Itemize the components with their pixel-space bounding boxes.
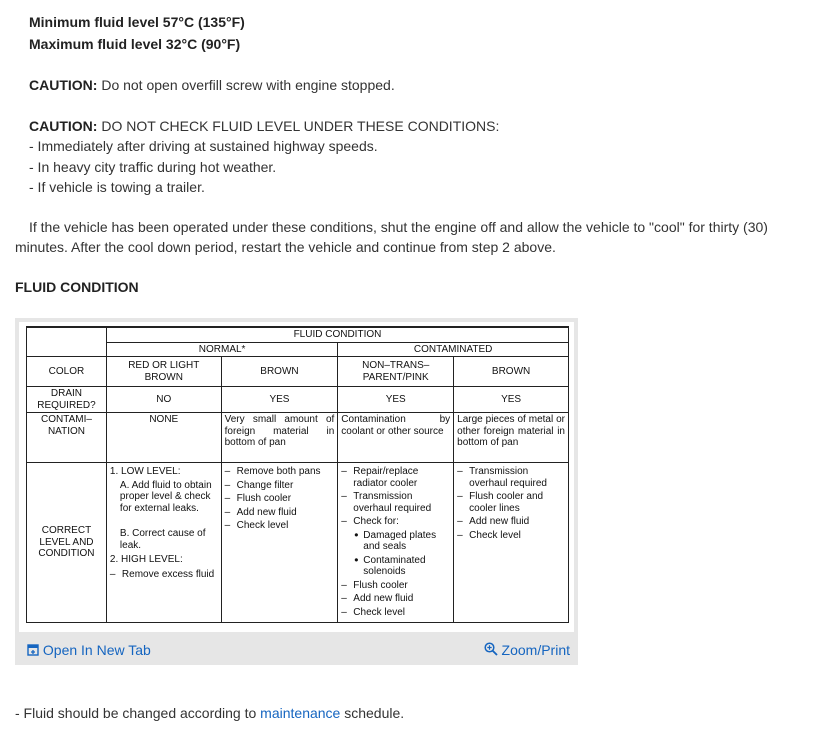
caution-conditions-text: DO NOT CHECK FLUID LEVEL UNDER THESE CONDITIONS:	[97, 118, 500, 134]
row-label-drain: DRAIN REQUIRED?	[27, 387, 107, 413]
fluid-condition-figure	[15, 318, 578, 665]
caution-conditions	[29, 116, 499, 136]
condition-item: - In heavy city traffic during hot weather.	[29, 159, 277, 175]
condition-item: - Immediately after driving at sustained highway speeds.	[29, 138, 378, 154]
section-heading: FLUID CONDITION	[15, 279, 139, 295]
cool-down-paragraph: If the vehicle has been operated under these conditions, shut the engine off and allow the vehicle to "cool" for thirty (30) minutes. After the cool down period, restart the vehicle and continue from step 2 above.	[15, 219, 768, 255]
table-cell	[454, 463, 569, 623]
list-item: – Flush cooler	[225, 493, 335, 505]
list-item: – Transmission overhaul required	[341, 491, 450, 514]
zoom-print-label: Zoom/Print	[501, 642, 570, 658]
list-item: – Flush cooler and cooler lines	[457, 491, 565, 514]
list-item: – Change filter	[225, 480, 335, 492]
caution-label: CAUTION:	[29, 118, 98, 134]
max-fluid-level: Maximum fluid level 32°C (90°F)	[29, 36, 241, 52]
figure-image	[19, 322, 574, 632]
fluid-condition-table	[26, 326, 569, 623]
table-cell: BROWN	[454, 357, 569, 387]
list-item: • Contaminated solenoids	[353, 555, 450, 578]
high-level-step: 2. HIGH LEVEL:	[109, 554, 183, 565]
table-cell	[221, 463, 338, 623]
table-cell	[106, 463, 221, 623]
table-cell	[338, 463, 454, 623]
contaminated-header: CONTAMINATED	[338, 342, 569, 357]
table-cell: YES	[454, 387, 569, 413]
open-in-new-tab-label: Open In New Tab	[42, 642, 151, 658]
row-label-correct: CORRECT LEVEL AND CONDITION	[27, 463, 107, 623]
brown-normal-steps	[225, 466, 335, 532]
row-label-contamination: CONTAMI– NATION	[27, 413, 107, 463]
table-title: FLUID CONDITION	[106, 327, 568, 342]
maintenance-link[interactable]: maintenance	[260, 705, 341, 721]
low-level-step: 1. LOW LEVEL:	[109, 466, 181, 477]
table-cell: RED OR LIGHT BROWN	[106, 357, 221, 387]
check-for-label: Check for:	[353, 516, 399, 527]
zoom-print-link[interactable]	[484, 640, 570, 661]
table-cell: Very small amount of foreign material in bottom of pan	[221, 413, 338, 463]
list-item: – Remove both pans	[225, 466, 335, 478]
list-item: – Transmission overhaul required	[457, 466, 565, 489]
table-cell: Contamination by coolant or other source	[338, 413, 454, 463]
table-cell: YES	[338, 387, 454, 413]
min-fluid-level: Minimum fluid level 57°C (135°F)	[29, 14, 245, 30]
table-cell: NONE	[106, 413, 221, 463]
list-item: – Check level	[457, 530, 565, 542]
table-cell: YES	[221, 387, 338, 413]
list-item: – Flush cooler	[341, 580, 450, 592]
table-cell: NON–TRANS– PARENT/PINK	[338, 357, 454, 387]
list-item: – Add new fluid	[225, 507, 335, 519]
open-in-new-tab-link[interactable]	[27, 640, 151, 661]
check-for-list	[353, 530, 450, 578]
list-item: – Check level	[225, 520, 335, 532]
list-item: – Repair/replace radiator cooler	[341, 466, 450, 489]
list-item: • Damaged plates and seals	[353, 530, 450, 553]
note-prefix: - Fluid should be changed according to	[15, 705, 261, 721]
caution-overfill	[29, 75, 395, 95]
table-corner	[27, 327, 107, 357]
caution-label: CAUTION:	[29, 77, 98, 93]
pink-steps	[341, 466, 450, 618]
caution-overfill-text: Do not open overfill screw with engine stopped.	[97, 77, 395, 93]
list-item: – Remove excess fluid	[110, 569, 218, 581]
list-item: – Add new fluid	[457, 516, 565, 528]
normal-header: NORMAL*	[106, 342, 337, 357]
condition-item: - If vehicle is towing a trailer.	[29, 179, 205, 195]
list-item: – Check level	[341, 607, 450, 619]
open-new-tab-icon	[27, 641, 39, 661]
high-level-list	[110, 569, 218, 581]
note-suffix: schedule.	[340, 705, 405, 721]
brown-contaminated-steps	[457, 466, 565, 541]
maintenance-note	[15, 703, 404, 723]
list-item	[341, 516, 450, 578]
table-cell: NO	[106, 387, 221, 413]
low-level-b: B. Correct cause of leak.	[119, 528, 206, 551]
low-level-a: A. Add fluid to obtain proper level & check for external leaks.	[119, 479, 212, 514]
zoom-icon	[484, 641, 498, 661]
list-item: – Add new fluid	[341, 593, 450, 605]
table-cell: BROWN	[221, 357, 338, 387]
table-cell: Large pieces of metal or other foreign material in bottom of pan	[454, 413, 569, 463]
row-label-color: COLOR	[27, 357, 107, 387]
